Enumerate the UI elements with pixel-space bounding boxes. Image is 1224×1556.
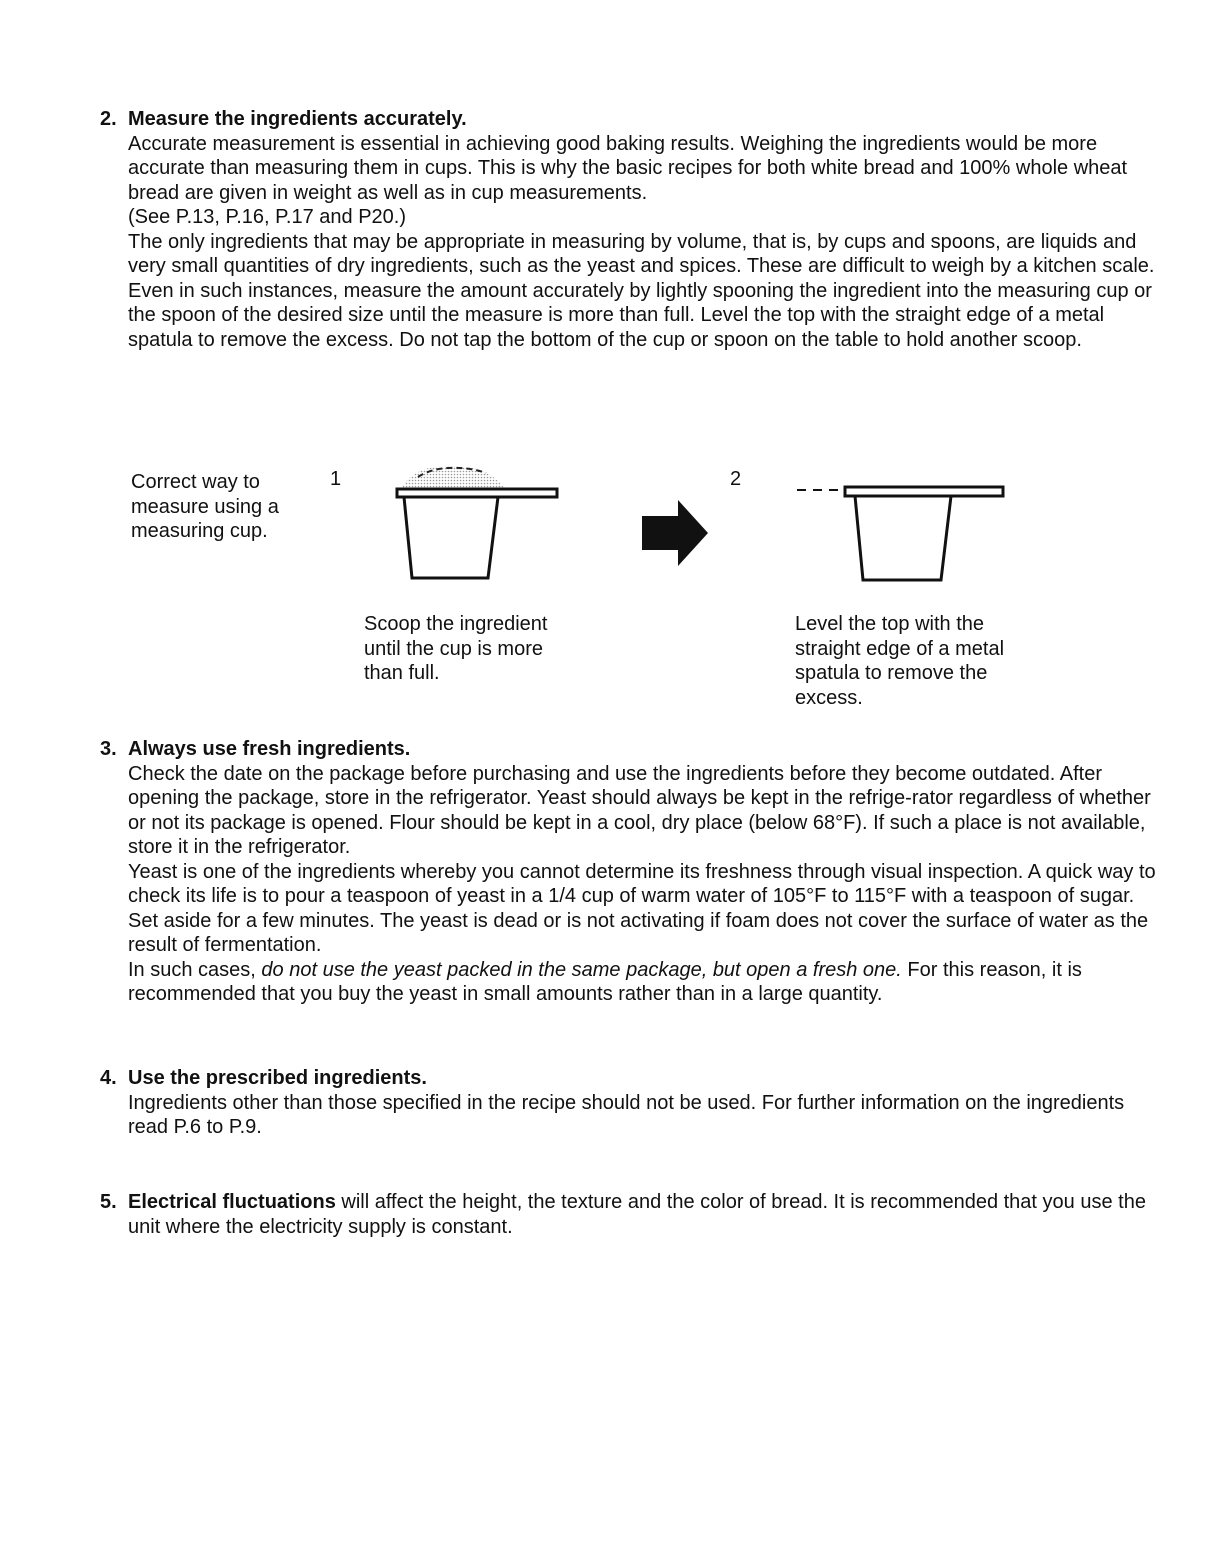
measuring-cup-overfilled-illustration — [390, 455, 570, 590]
step-1-number: 1 — [330, 468, 342, 490]
step-2-caption: Level the top with the straight edge of a metal spatula to remove the excess. — [795, 613, 1005, 709]
section-body — [128, 107, 1160, 352]
italic-emphasis: do not use the yeast packed in the same package, but open a fresh one. — [261, 958, 902, 981]
section-number: 5. — [100, 1191, 117, 1213]
section-number: 4. — [100, 1067, 117, 1089]
paragraph-yeast-advice: In such cases, do not use the yeast packed in the same package, but open a fresh one. For this reason, it is recommended that you buy the yeast in small amounts rather than in a large quantity. — [128, 958, 1082, 1005]
arrow-right-icon — [640, 498, 710, 568]
paragraph: Yeast is one of the ingredients whereby you cannot determine its freshness through visual inspection. A quick way to check its life is to pour a teaspoon of yeast in a 1/4 cup of warm water of 105°F to 115°F with a teaspoon of sugar. Set aside for a few minutes. The yeast is dead or is not activating if foam does not cover the surface of water as the result of fermentation. — [128, 860, 1156, 956]
section-body — [128, 737, 1160, 1007]
section-body — [128, 1190, 1160, 1239]
section-heading: Use the prescribed ingredients. — [128, 1067, 427, 1089]
section-measure-accurately — [100, 107, 1160, 352]
step-2-number: 2 — [730, 468, 742, 490]
section-fresh-ingredients — [100, 737, 1160, 1007]
section-number: 3. — [100, 738, 117, 760]
section-heading: Always use fresh ingredients. — [128, 738, 411, 760]
section-number: 2. — [100, 108, 117, 130]
paragraph: Electrical fluctuations will affect the height, the texture and the color of bread. It is recommended that you use the unit where the electricity supply is constant. — [128, 1191, 1146, 1238]
section-heading: Electrical fluctuations — [128, 1191, 336, 1213]
paragraph: Check the date on the package before purchasing and use the ingredients before they become outdated. After opening the package, store in the refrigerator. Yeast should always be kept in the refrige-rator regardless of whether or not its package is opened. Flour should be kept in a cool, dry place (below 68°F). If such a place is not available, store it in the refrigerator. — [128, 762, 1151, 858]
figure-label: Correct way to measure using a measuring cup. — [131, 471, 279, 542]
heaped-ingredient — [400, 466, 505, 491]
paragraph: Ingredients other than those specified in the recipe should not be used. For further information on the ingredients read P.6 to P.9. — [128, 1091, 1125, 1138]
section-heading: Measure the ingredients accurately. — [128, 108, 467, 130]
step-1-caption: Scoop the ingredient until the cup is more than full. — [364, 613, 548, 684]
paragraph: The only ingredients that may be appropriate in measuring by volume, that is, by cups and spoons, are liquids and very small quantities of dry ingredients, such as the yeast and spices. These are difficult to weigh by a kitchen scale. Even in such instances, measure the amount accurately by lightly spooning the ingredient into the measuring cup or the spoon of the desired size until the measure is more than full. Level the top with the straight edge of a metal spatula to remove the excess. Do not tap the bottom of the cup or spoon on the table to hold another scoop. — [128, 230, 1155, 351]
section-electrical-fluctuations — [100, 1190, 1160, 1239]
paragraph: Accurate measurement is essential in achieving good baking results. Weighing the ingredients would be more accurate than measuring them in cups. This is why the basic recipes for both white bread and 100% whole wheat bread are given in weight as well as in cup measurements. — [128, 132, 1128, 204]
paragraph-page-refs: (See P.13, P.16, P.17 and P20.) — [128, 206, 407, 228]
section-body — [128, 1066, 1160, 1140]
measuring-cup-leveled-illustration — [795, 470, 1015, 590]
section-prescribed-ingredients — [100, 1066, 1160, 1140]
